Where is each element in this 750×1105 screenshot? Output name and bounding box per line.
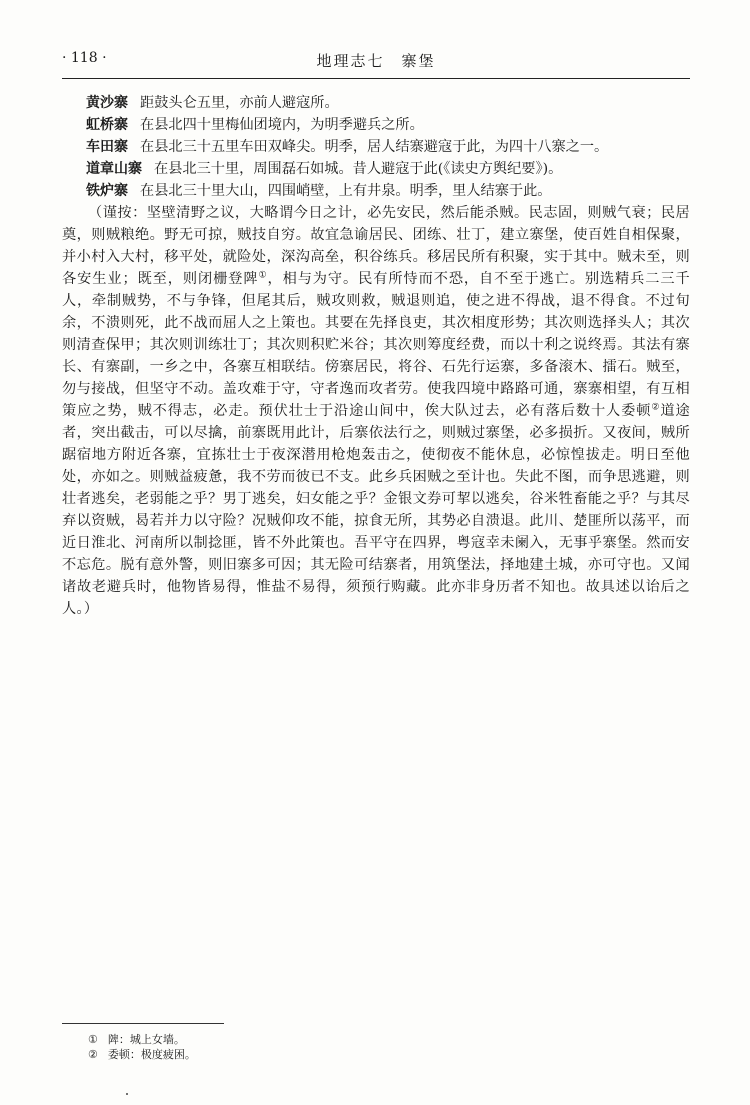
footnote-1 (88, 1032, 196, 1047)
entry-name: 车田寨 (86, 139, 128, 155)
commentary-part-1: （谨按：坚壁清野之议，大略谓今日之计，必先安民，然后能杀贼。民志固，则贼气衰；民居奠，则贼粮绝。野无可掠，贼技自穷。故宜急谕居民、团练、壮丁，建立寨堡，使百姓自相保聚，并小村入大村，移平处，就险处，深沟高垒，积谷练兵。移居民所有积聚，实于其中。贼未至，则各安生业；既至，则闭栅登陴 (62, 205, 690, 287)
entry-text: 在县北三十里大山，四围峭壁，上有井泉。明季，里人结寨于此。 (140, 183, 552, 199)
footnote-ref-2: ② (651, 402, 661, 413)
entry-hongqiao (86, 114, 690, 136)
entry-text: 在县北三十五里车田双峰尖。明季，居人结寨避寇于此，为四十八寨之一。 (140, 139, 609, 155)
main-text (62, 92, 690, 620)
footnote-2 (88, 1047, 196, 1062)
footnote-ref-1: ① (258, 270, 268, 281)
footnote-text: 陴：城上女墙。 (107, 1033, 185, 1046)
entry-name: 黄沙寨 (86, 95, 128, 111)
entry-name: 铁炉寨 (86, 183, 128, 199)
entry-text: 在县北四十里梅仙团境内，为明季避兵之所。 (140, 117, 424, 133)
page-number: · 118 · (62, 50, 107, 66)
page-header (62, 50, 690, 74)
entry-tielu (86, 180, 690, 202)
footnote-text: 委顿：极度疲困。 (107, 1048, 196, 1061)
commentary-part-3: 道途者，突出截击，可以尽擒，前寨既用此计，后寨依法行之，则贼过寨堡，必多损折。又夜间，贼所踞宿地方附近各寨，宜拣壮士于夜深潜用枪炮轰击之，使彻夜不能休息，必惊惶拔走。明日至他处，亦如之。则贼益疲惫，我不劳而彼已不支。此乡兵困贼之至计也。失此不图，而争思逃避，则壮者逃矣，老弱能之乎？男丁逃矣，妇女能之乎？金银文券可挈以逃矣，谷米牲畜能之乎？与其尽弃以资贼，曷若并力以守险？况贼仰攻不能，掠食无所，其势必自溃退。此川、楚匪所以荡平，而近日淮北、河南所以制捻匪，皆不外此策也。吾平守在四界，粤寇幸未阑入，无事乎寨堡。然而安不忘危。脱有意外警，则旧寨多可因；其无险可结寨者，用筑堡法，择地建土城，亦可守也。又闻诸故老避兵时，他物皆易得，惟盐不易得，须预行购藏。此亦非身历者不知也。故具述以诒后之人。） (62, 403, 690, 617)
footnote-rule (62, 1023, 224, 1024)
commentary-part-2: ，相与为守。民有所恃而不恐，自不至于逃亡。别选精兵二三千人，牵制贼势，不与争锋，但尾其后，贼攻则救，贼退则追，使之进不得战，退不得食。不过旬余，不溃则死，此不战而屈人之上策也。其要在先择良吏，其次相度形势；其次则选择头人；其次则清查保甲；其次则训练壮丁；其次则积贮米谷；其次则筹度经费，而以十利之说终焉。其法有寨长、有寨副，一乡之中，各寨互相联结。傍寨居民，将谷、石先行运寨，多备滚木、擂石。贼至，勿与接战，但坚守不动。盖攻难于守，守者逸而攻者劳。使我四境中路路可通，寨寨相望，有互相策应之势，贼不得志，必走。预伏壮士于沿途山间中，俟大队过去，必有落后数十人委顿 (62, 271, 690, 419)
entry-chetian (86, 136, 690, 158)
entry-text: 在县北三十里，周围磊石如城。昔人避寇于此(《读史方舆纪要》)。 (154, 161, 563, 177)
commentary-paragraph (62, 202, 690, 620)
running-title: 地理志七 寨堡 (316, 52, 436, 70)
entry-text: 距鼓头仑五里，亦前人避寇所。 (140, 95, 339, 111)
scan-speck (126, 1093, 128, 1095)
entry-name: 道章山寨 (86, 161, 142, 177)
entry-daozhangshan (86, 158, 690, 180)
footnote-mark: ① (88, 1033, 98, 1046)
entry-name: 虹桥寨 (86, 117, 128, 133)
footnote-mark: ② (88, 1048, 98, 1061)
footnotes (88, 1032, 196, 1062)
entry-huangsha (86, 92, 690, 114)
header-rule (62, 78, 690, 79)
